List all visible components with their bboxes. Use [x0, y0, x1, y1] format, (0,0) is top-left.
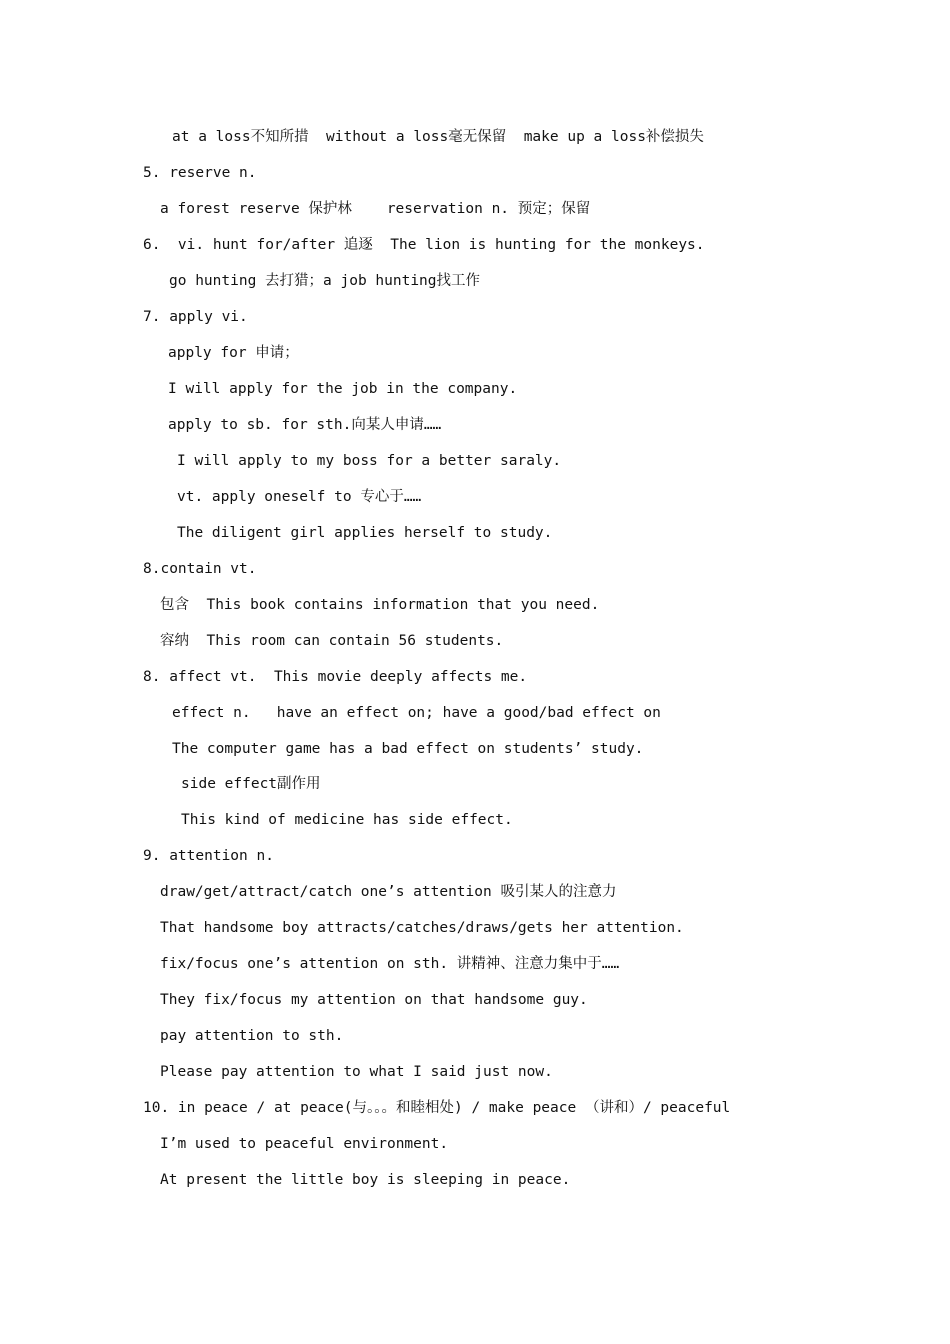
text-line: At present the little boy is sleeping in peace.: [160, 1172, 571, 1188]
text-line: vt. apply oneself to 专心于……: [177, 489, 422, 505]
text-line: 8. affect vt. This movie deeply affects me.: [143, 669, 528, 685]
text-line: Please pay attention to what I said just now.: [160, 1064, 553, 1080]
text-line: I’m used to peaceful environment.: [160, 1136, 449, 1152]
text-line: This kind of medicine has side effect.: [181, 812, 513, 828]
text-line: 6. vi. hunt for/after 追逐 The lion is hunting for the monkeys.: [143, 237, 705, 253]
text-line: apply for 申请；: [168, 345, 299, 361]
text-line: fix/focus one’s attention on sth. 讲精神、注意力集中于……: [160, 956, 620, 972]
text-line: 7. apply vi.: [143, 309, 248, 325]
text-line: 10. in peace / at peace(与。。。和睦相处) / make peace （讲和）/ peaceful: [143, 1100, 731, 1116]
text-line: 9. attention n.: [143, 848, 274, 864]
text-line: They fix/focus my attention on that handsome guy.: [160, 992, 588, 1008]
text-line: That handsome boy attracts/catches/draws/gets her attention.: [160, 920, 684, 936]
text-line: draw/get/attract/catch one’s attention 吸引某人的注意力: [160, 884, 617, 900]
text-line: 5. reserve n.: [143, 165, 257, 181]
text-line: effect n. have an effect on; have a good/bad effect on: [172, 705, 661, 721]
text-line: 容纳 This room can contain 56 students.: [160, 633, 504, 649]
text-line: apply to sb. for sth.向某人申请……: [168, 417, 442, 433]
text-line: I will apply to my boss for a better saraly.: [177, 453, 562, 469]
text-line: 包含 This book contains information that you need.: [160, 597, 600, 613]
text-line: at a loss不知所措 without a loss毫无保留 make up a loss补偿损失: [172, 129, 704, 145]
text-line: I will apply for the job in the company.: [168, 381, 518, 397]
text-line: pay attention to sth.: [160, 1028, 344, 1044]
text-line: go hunting 去打猎；a job hunting找工作: [169, 273, 481, 289]
text-line: a forest reserve 保护林 reservation n. 预定；保留: [160, 201, 591, 217]
text-line: 8.contain vt.: [143, 561, 257, 577]
text-line: The diligent girl applies herself to study.: [177, 525, 553, 541]
text-line: The computer game has a bad effect on students’ study.: [172, 741, 644, 757]
text-line: side effect副作用: [181, 776, 321, 792]
